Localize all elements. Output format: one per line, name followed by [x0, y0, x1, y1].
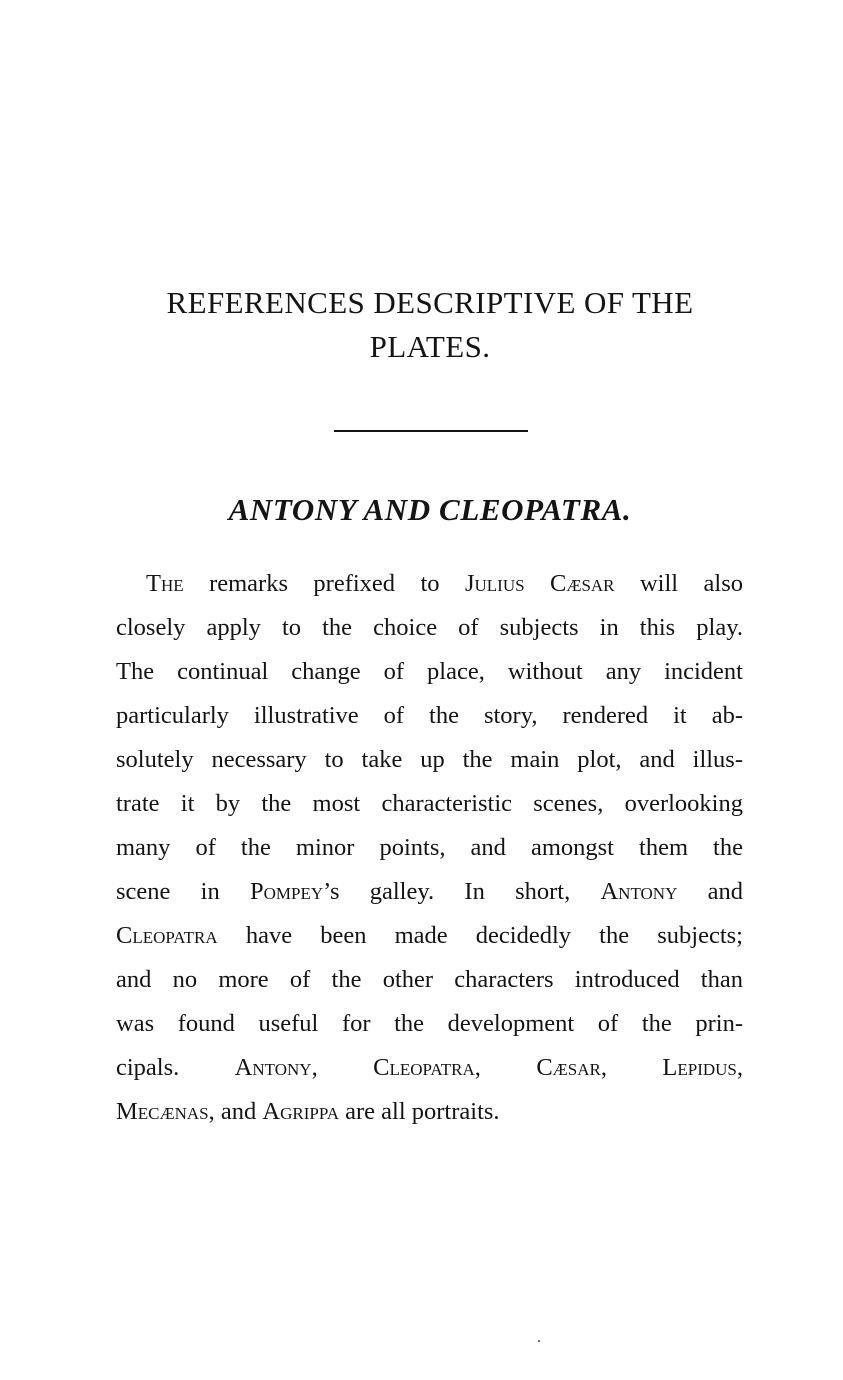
small-caps-name: The — [146, 570, 184, 597]
text-run: closely apply to the choice of subjects in this play. — [116, 614, 743, 641]
small-caps-name: Antony — [234, 1054, 312, 1081]
text-run: , — [474, 1054, 537, 1081]
text-run: ’s galley. In short, — [323, 878, 601, 905]
small-caps-name: Cleopatra — [116, 922, 218, 949]
small-caps-name: Mecænas — [116, 1098, 209, 1125]
play-title: ANTONY AND CLEOPATRA. — [228, 492, 632, 527]
paragraph-line-11 — [116, 1002, 743, 1046]
paragraph-line-5 — [116, 738, 743, 782]
paragraph-line-6 — [116, 782, 743, 826]
paragraph-line-2 — [116, 606, 743, 650]
paragraph-line-7 — [116, 826, 743, 870]
small-caps-name: Cæsar — [536, 1054, 601, 1081]
text-run: have been made decidedly the subjects; — [217, 922, 743, 949]
text-run: particularly illustrative of the story, rendered it ab- — [116, 702, 743, 729]
text-run: scene in — [116, 878, 250, 905]
paragraph-line-12 — [116, 1046, 743, 1090]
text-run: , and — [208, 1098, 263, 1125]
text-run: will also — [614, 570, 743, 597]
paragraph-line-8 — [116, 870, 743, 914]
print-speck — [538, 1340, 540, 1342]
section-heading-line-1: REFERENCES DESCRIPTIVE OF THE — [166, 285, 694, 320]
paragraph-line-10 — [116, 958, 743, 1002]
small-caps-name: Cleopatra — [373, 1054, 475, 1081]
text-run: , — [736, 1054, 743, 1081]
text-run: cipals. — [116, 1054, 235, 1081]
paragraph-line-3 — [116, 650, 743, 694]
text-run: , — [600, 1054, 663, 1081]
section-heading — [100, 281, 760, 369]
small-caps-name: Agrippa — [262, 1098, 339, 1125]
paragraph-line-1 — [116, 562, 743, 606]
paragraph-line-9 — [116, 914, 743, 958]
text-run: remarks prefixed to — [183, 570, 465, 597]
text-run: solutely necessary to take up the main plot, and illus- — [116, 746, 743, 773]
section-heading-line-2: PLATES. — [369, 329, 491, 364]
text-run: trate it by the most characteristic scenes, overlooking — [116, 790, 743, 817]
text-run: and no more of the other characters introduced than — [116, 966, 743, 993]
small-caps-name: Julius Cæsar — [464, 570, 615, 597]
text-run: was found useful for the development of the prin- — [116, 1010, 743, 1037]
body-paragraph — [116, 562, 743, 1134]
text-run: are all portraits. — [339, 1098, 500, 1125]
small-caps-name: Antony — [600, 878, 678, 905]
text-run: The continual change of place, without any incident — [116, 658, 743, 685]
text-run: many of the minor points, and amongst them the — [116, 834, 743, 861]
horizontal-rule — [334, 430, 528, 432]
small-caps-name: Lepidus — [662, 1054, 737, 1081]
small-caps-name: Pompey — [250, 878, 324, 905]
text-run: and — [677, 878, 743, 905]
paragraph-line-13 — [116, 1090, 743, 1134]
paragraph-line-4 — [116, 694, 743, 738]
text-run: , — [311, 1054, 374, 1081]
